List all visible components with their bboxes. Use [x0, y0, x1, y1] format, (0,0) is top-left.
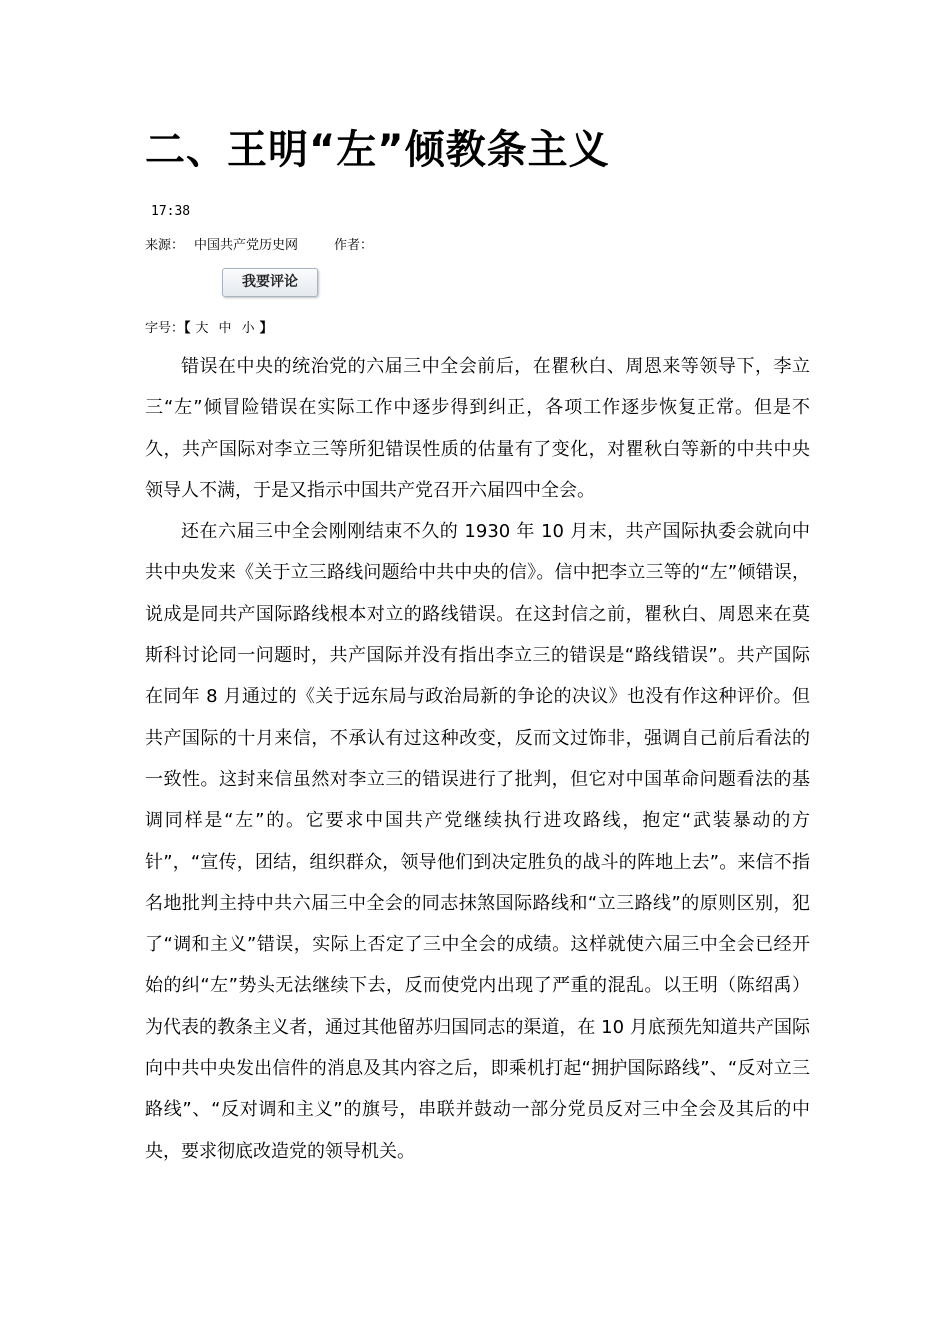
close-bracket: 】	[259, 321, 273, 336]
paragraph: 还在六届三中全会刚刚结束不久的 1930 年 10 月末，共产国际执委会就向中共中央发来《关于立三路线问题给中共中央的信》。信中把李立三等的“左”倾错误，说成是同共产国际路线根本对立的路线错误。在这封信之前，瞿秋白、周恩来在莫斯科讨论同一问题时，共产国际并没有指出李立三的错误是“路线错误”。共产国际在同年 8 月通过的《关于远东局与政治局新的争论的决议》也没有作这种评价。但共产国际的十月来信，不承认有过这种改变，反而文过饰非，强调自己前后看法的一致性。这封来信虽然对李立三的错误进行了批判，但它对中国革命问题看法的基调同样是“左”的。它要求中国共产党继续执行进攻路线，抱定“武装暴动的方针”，“宣传，团结，组织群众，领导他们到决定胜负的战斗的阵地上去”。来信不指名地批判主持中共六届三中全会的同志抹煞国际路线和“立三路线”的原则区别，犯了“调和主义”错误，实际上否定了三中全会的成绩。这样就使六届三中全会已经开始的纠“左”势头无法继续下去，反而使党内出现了严重的混乱。以王明（陈绍禹）为代表的教条主义者，通过其他留苏归国同志的渠道，在 10 月底预先知道共产国际向中共中央发出信件的消息及其内容之后，即乘机打起“拥护国际路线”、“反对立三路线”、“反对调和主义”的旗号，串联并鼓动一部分党员反对三中全会及其后的中央，要求彻底改造党的领导机关。	[145, 521, 810, 1162]
open-bracket: 【	[184, 321, 191, 336]
author-label: 作者：	[334, 238, 374, 253]
font-size-large[interactable]: 大	[195, 321, 209, 336]
source-value: 中国共产党历史网	[194, 238, 299, 253]
font-size-small[interactable]: 小	[241, 321, 255, 336]
article-body	[145, 346, 810, 1172]
article-title: 二、王明“左”倾教条主义	[145, 127, 610, 173]
source-label: 来源：	[145, 238, 185, 253]
font-size-medium[interactable]: 中	[218, 321, 232, 336]
article-meta	[145, 237, 373, 255]
publish-time: 17:38	[151, 204, 191, 219]
comment-button[interactable]: 我要评论	[222, 268, 318, 297]
font-size-selector	[145, 320, 273, 338]
font-size-label: 字号：	[145, 321, 185, 336]
paragraph: 错误在中央的统治党的六届三中全会前后，在瞿秋白、周恩来等领导下，李立三“左”倾冒险错误在实际工作中逐步得到纠正，各项工作逐步恢复正常。但是不久，共产国际对李立三等所犯错误性质的估量有了变化，对瞿秋白等新的中共中央领导人不满，于是又指示中国共产党召开六届四中全会。	[145, 356, 810, 501]
